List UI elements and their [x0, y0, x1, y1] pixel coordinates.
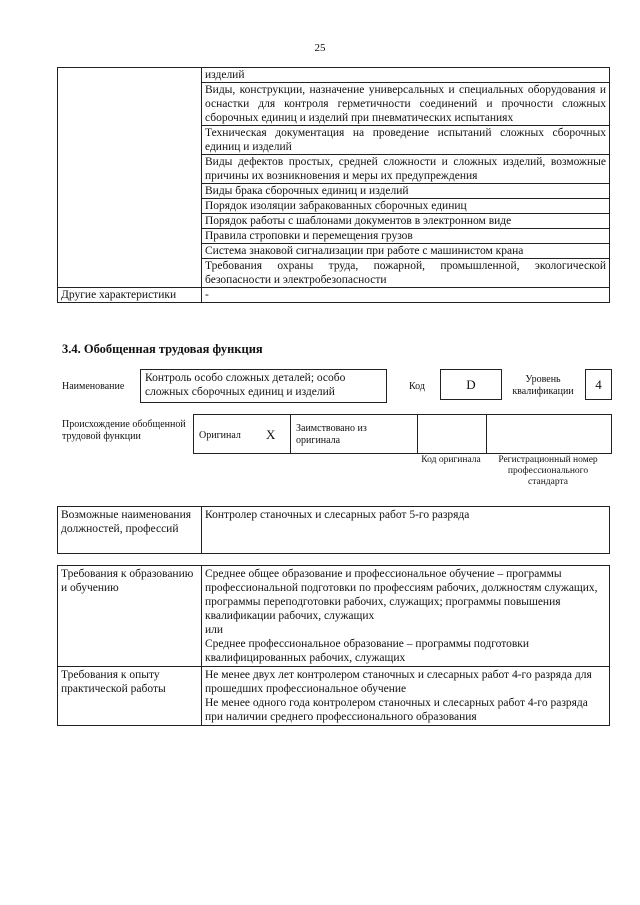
positions-label: Возможные наименования должностей, профессий: [58, 507, 202, 554]
code-caption: Код оригинала: [421, 455, 481, 465]
education-line: или: [205, 624, 224, 636]
borrowed-label: Заимствовано из оригинала: [296, 423, 367, 446]
table-row: Виды брака сборочных единиц и изделий: [202, 184, 610, 199]
table-row: Система знаковой сигнализации при работе с машинистом крана: [202, 244, 610, 259]
experience-line: Не менее двух лет контролером станочных и слесарных работ 4-го разряда для прошедших профессиональное обучение: [205, 669, 592, 695]
table-row: Порядок изоляции забракованных сборочных единиц: [202, 199, 610, 214]
origin-box: [193, 414, 612, 454]
table-row: изделий: [202, 68, 610, 83]
code-value: D: [440, 369, 502, 400]
code-label: Код: [409, 381, 425, 392]
page-number: 25: [314, 42, 326, 54]
requirements-table: [57, 565, 610, 726]
original-label: Оригинал: [199, 430, 241, 441]
original-mark: X: [266, 427, 276, 442]
origin-label: Происхождение обобщенной трудовой функции: [62, 419, 186, 442]
divider: [290, 415, 291, 453]
divider: [486, 415, 487, 453]
other-label: Другие характеристики: [58, 288, 202, 303]
table-row: Виды, конструкции, назначение универсальных и специальных оборудования и оснастки для контроля герметичности соединений и прочности сложных сборочных единиц и изделий при пневматических испытаниях: [202, 83, 610, 126]
education-line: Среднее профессиональное образование – программы подготовки квалифицированных рабочих, служащих: [205, 638, 530, 664]
name-label: Наименование: [62, 381, 125, 392]
other-value: -: [202, 288, 610, 303]
table-row: Правила строповки и перемещения грузов: [202, 229, 610, 244]
section-heading: 3.4. Обобщенная трудовая функция: [62, 342, 263, 356]
positions-value: Контролер станочных и слесарных работ 5-го разряда: [202, 507, 610, 554]
experience-label: Требования к опыту практической работы: [58, 667, 202, 726]
level-label: Уровень квалификации: [512, 374, 574, 397]
table-row: Виды дефектов простых, средней сложности и сложных изделий, возможные причины их возникновения и меры их предупреждения: [202, 155, 610, 184]
knowledge-table: [57, 67, 610, 303]
level-value: 4: [585, 369, 612, 400]
divider: [417, 415, 418, 453]
table-row: Требования охраны труда, пожарной, промышленной, экологической безопасности и электробезопасности: [202, 259, 610, 288]
education-label: Требования к образованию и обучению: [58, 566, 202, 667]
education-line: Среднее общее образование и профессиональное обучение – программы профессиональной подготовки по профессиям рабочих, должностям служащих, программы переподготовки рабочих, служащих; программы повышения квалификации рабочих, служащих: [205, 568, 598, 622]
experience-line: Не менее одного года контролером станочных и слесарных работ 4-го разряда при наличии среднего профессионального образования: [205, 697, 588, 723]
positions-table: [57, 506, 610, 554]
reg-caption: Регистрационный номер профессионального стандарта: [498, 455, 598, 487]
empty-cell: [58, 68, 202, 288]
table-row: Порядок работы с шаблонами документов в электронном виде: [202, 214, 610, 229]
function-name: Контроль особо сложных деталей; особо сложных сборочных единиц и изделий: [140, 369, 387, 403]
table-row: Техническая документация на проведение испытаний сложных сборочных единиц и изделий: [202, 126, 610, 155]
